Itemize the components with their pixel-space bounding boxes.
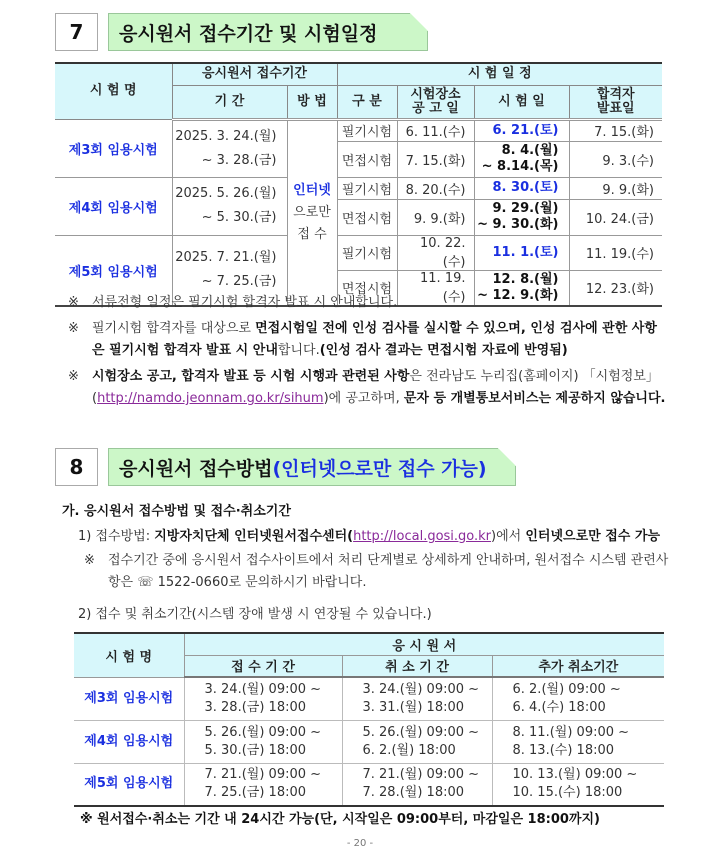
header-period: 기 간 — [172, 85, 287, 119]
section-title — [108, 13, 428, 51]
receipt-period: 2025. 5. 26.(월) ~ 5. 30.(금) — [172, 177, 287, 235]
exam-date: 9. 29.(월) ~ 9. 30.(화) — [474, 199, 569, 235]
receipt-period: 5. 26.(월) 09:00 ~ 5. 30.(금) 18:00 — [184, 720, 342, 763]
table-row — [74, 763, 664, 806]
table-row — [55, 119, 662, 141]
table-row — [74, 677, 664, 720]
header-result-date: 합격자 발표일 — [569, 85, 662, 119]
result-date: 11. 19.(수) — [569, 235, 662, 270]
period-label: 2) 접수 및 취소기간(시스템 장애 발생 시 연장될 수 있습니다.) — [78, 607, 432, 622]
exam-name: 제4회 임용시험 — [74, 720, 184, 763]
section-number: 8 — [55, 448, 98, 486]
receipt-period: 2025. 3. 24.(월) ~ 3. 28.(금) — [172, 119, 287, 177]
receipt-period: 3. 24.(월) 09:00 ~ 3. 28.(금) 18:00 — [184, 677, 342, 720]
exam-name: 제5회 임용시험 — [55, 235, 172, 306]
note-text: 필기시험 합격자를 대상으로 면접시험일 전에 인성 검사를 실시할 수 있으며, 인성 검사에 관한 사항은 필기시험 합격자 발표 시 안내합니다.(인성 검사 결과는 면접시험 자료에 반영됨) — [92, 321, 657, 358]
extra-cancel-period: 6. 2.(월) 09:00 ~ 6. 4.(수) 18:00 — [492, 677, 664, 720]
header-group: 응 시 원 서 — [184, 633, 664, 655]
method-center: 지방자치단체 인터넷원서접수센터( — [154, 529, 354, 544]
category: 면접시험 — [337, 141, 397, 177]
section-title — [108, 448, 516, 486]
section-7-notes — [68, 292, 668, 414]
exam-date: 11. 1.(토) — [474, 235, 569, 270]
folded-corner-icon — [410, 13, 428, 31]
category: 필기시험 — [337, 177, 397, 199]
result-date: 9. 9.(화) — [569, 177, 662, 199]
receipt-period: 2025. 7. 21.(월) ~ 7. 25.(금) — [172, 235, 287, 306]
note-item — [68, 318, 668, 362]
result-date: 10. 24.(금) — [569, 199, 662, 235]
note-mark: ※ — [68, 369, 79, 384]
category: 면접시험 — [337, 199, 397, 235]
note-mark: ※ — [68, 321, 79, 336]
result-date: 9. 3.(수) — [569, 141, 662, 177]
header-schedule-group: 시 험 일 정 — [337, 63, 662, 85]
note-text: 서류전형 일정은 필기시험 합격자 발표 시 안내합니다. — [92, 295, 398, 310]
table-row — [55, 235, 662, 270]
header-cancel: 취 소 기 간 — [342, 655, 492, 677]
header-venue-notice: 시험장소 공 고 일 — [397, 85, 474, 119]
header-receipt-group: 응시원서 접수기간 — [172, 63, 337, 85]
header-exam-date: 시 험 일 — [474, 85, 569, 119]
note-mark: ※ — [84, 553, 95, 568]
result-date: 7. 15.(화) — [569, 119, 662, 141]
note-mark: ※ — [68, 295, 79, 310]
method-text: )에서 — [491, 529, 526, 544]
header-exam-name: 시 험 명 — [55, 63, 172, 119]
venue-notice-date: 10. 22.(수) — [397, 235, 474, 270]
exam-name: 제3회 임용시험 — [74, 677, 184, 720]
exam-date: 12. 8.(월) ~ 12. 9.(화) — [474, 270, 569, 306]
table-row — [55, 177, 662, 199]
receipt-cancel-table — [74, 632, 664, 807]
footnote: ※ 원서접수·취소는 기간 내 24시간 가능(단, 시작일은 09:00부터, 마감일은 18:00까지) — [80, 812, 600, 827]
note-text: 시험장소 공고, 합격자 발표 등 시험 시행과 관련된 사항은 전라남도 누리집(홈페이지) 「시험정보」 (http://namdo.jeonnam.go.kr/sihum)에 공고하며, 문자 등 개별통보서비스는 제공하지 않습니다. — [92, 369, 666, 406]
result-date: 12. 23.(화) — [569, 270, 662, 306]
category: 필기시험 — [337, 235, 397, 270]
exam-date: 8. 30.(토) — [474, 177, 569, 199]
section-7-header — [55, 13, 428, 51]
method-emphasis: 인터넷으로만 접수 가능 — [525, 529, 661, 544]
cancel-period: 3. 24.(월) 09:00 ~ 3. 31.(월) 18:00 — [342, 677, 492, 720]
receipt-period: 7. 21.(월) 09:00 ~ 7. 25.(금) 18:00 — [184, 763, 342, 806]
exam-date: 8. 4.(월) ~ 8.14.(목) — [474, 141, 569, 177]
cancel-period: 5. 26.(월) 09:00 ~ 6. 2.(월) 18:00 — [342, 720, 492, 763]
note-text: 접수기간 중에 응시원서 접수사이트에서 처리 단계별로 상세하게 안내하며, 원서접수 시스템 관련사항은 ☏ 1522-0660로 문의하시기 바랍니다. — [108, 553, 669, 590]
cancel-period: 7. 21.(월) 09:00 ~ 7. 28.(월) 18:00 — [342, 763, 492, 806]
note-item — [68, 292, 668, 314]
page-number: - 20 - — [346, 838, 374, 849]
receipt-method: 인터넷 으로만 접 수 — [287, 119, 337, 306]
venue-notice-date: 7. 15.(화) — [397, 141, 474, 177]
note-item — [68, 366, 668, 410]
exam-name: 제3회 임용시험 — [55, 119, 172, 177]
table-row — [74, 720, 664, 763]
exam-name: 제4회 임용시험 — [55, 177, 172, 235]
header-method: 방 법 — [287, 85, 337, 119]
exam-date: 6. 21.(토) — [474, 119, 569, 141]
header-extra-cancel: 추가 취소기간 — [492, 655, 664, 677]
extra-cancel-period: 10. 13.(월) 09:00 ~ 10. 15.(수) 18:00 — [492, 763, 664, 806]
venue-notice-date: 8. 20.(수) — [397, 177, 474, 199]
section-number: 7 — [55, 13, 98, 51]
subheading: 가. 응시원서 접수방법 및 접수·취소기간 — [62, 504, 291, 519]
category: 필기시험 — [337, 119, 397, 141]
folded-corner-icon — [498, 448, 516, 466]
gosi-link[interactable]: http://local.gosi.go.kr — [353, 529, 492, 544]
exam-name: 제5회 임용시험 — [74, 763, 184, 806]
header-exam-name: 시 험 명 — [74, 633, 184, 677]
venue-notice-date: 9. 9.(화) — [397, 199, 474, 235]
extra-cancel-period: 8. 11.(월) 09:00 ~ 8. 13.(수) 18:00 — [492, 720, 664, 763]
section-title-paren: (인터넷으로만 접수 가능) — [272, 457, 487, 480]
method-label: 1) 접수방법: — [78, 529, 155, 544]
method-note — [84, 550, 674, 594]
section-title-text: 응시원서 접수기간 및 시험일정 — [119, 22, 378, 45]
header-category: 구 분 — [337, 85, 397, 119]
venue-notice-date: 6. 11.(수) — [397, 119, 474, 141]
exam-schedule-table — [55, 62, 662, 307]
header-receipt: 접 수 기 간 — [184, 655, 342, 677]
sihum-link[interactable]: http://namdo.jeonnam.go.kr/sihum — [97, 391, 324, 406]
venue-notice-date: 11. 19.(수) — [397, 270, 474, 306]
method-paragraph — [78, 526, 678, 548]
section-8-header — [55, 448, 516, 486]
section-title-text: 응시원서 접수방법 — [119, 457, 273, 480]
category: 면접시험 — [337, 270, 397, 306]
